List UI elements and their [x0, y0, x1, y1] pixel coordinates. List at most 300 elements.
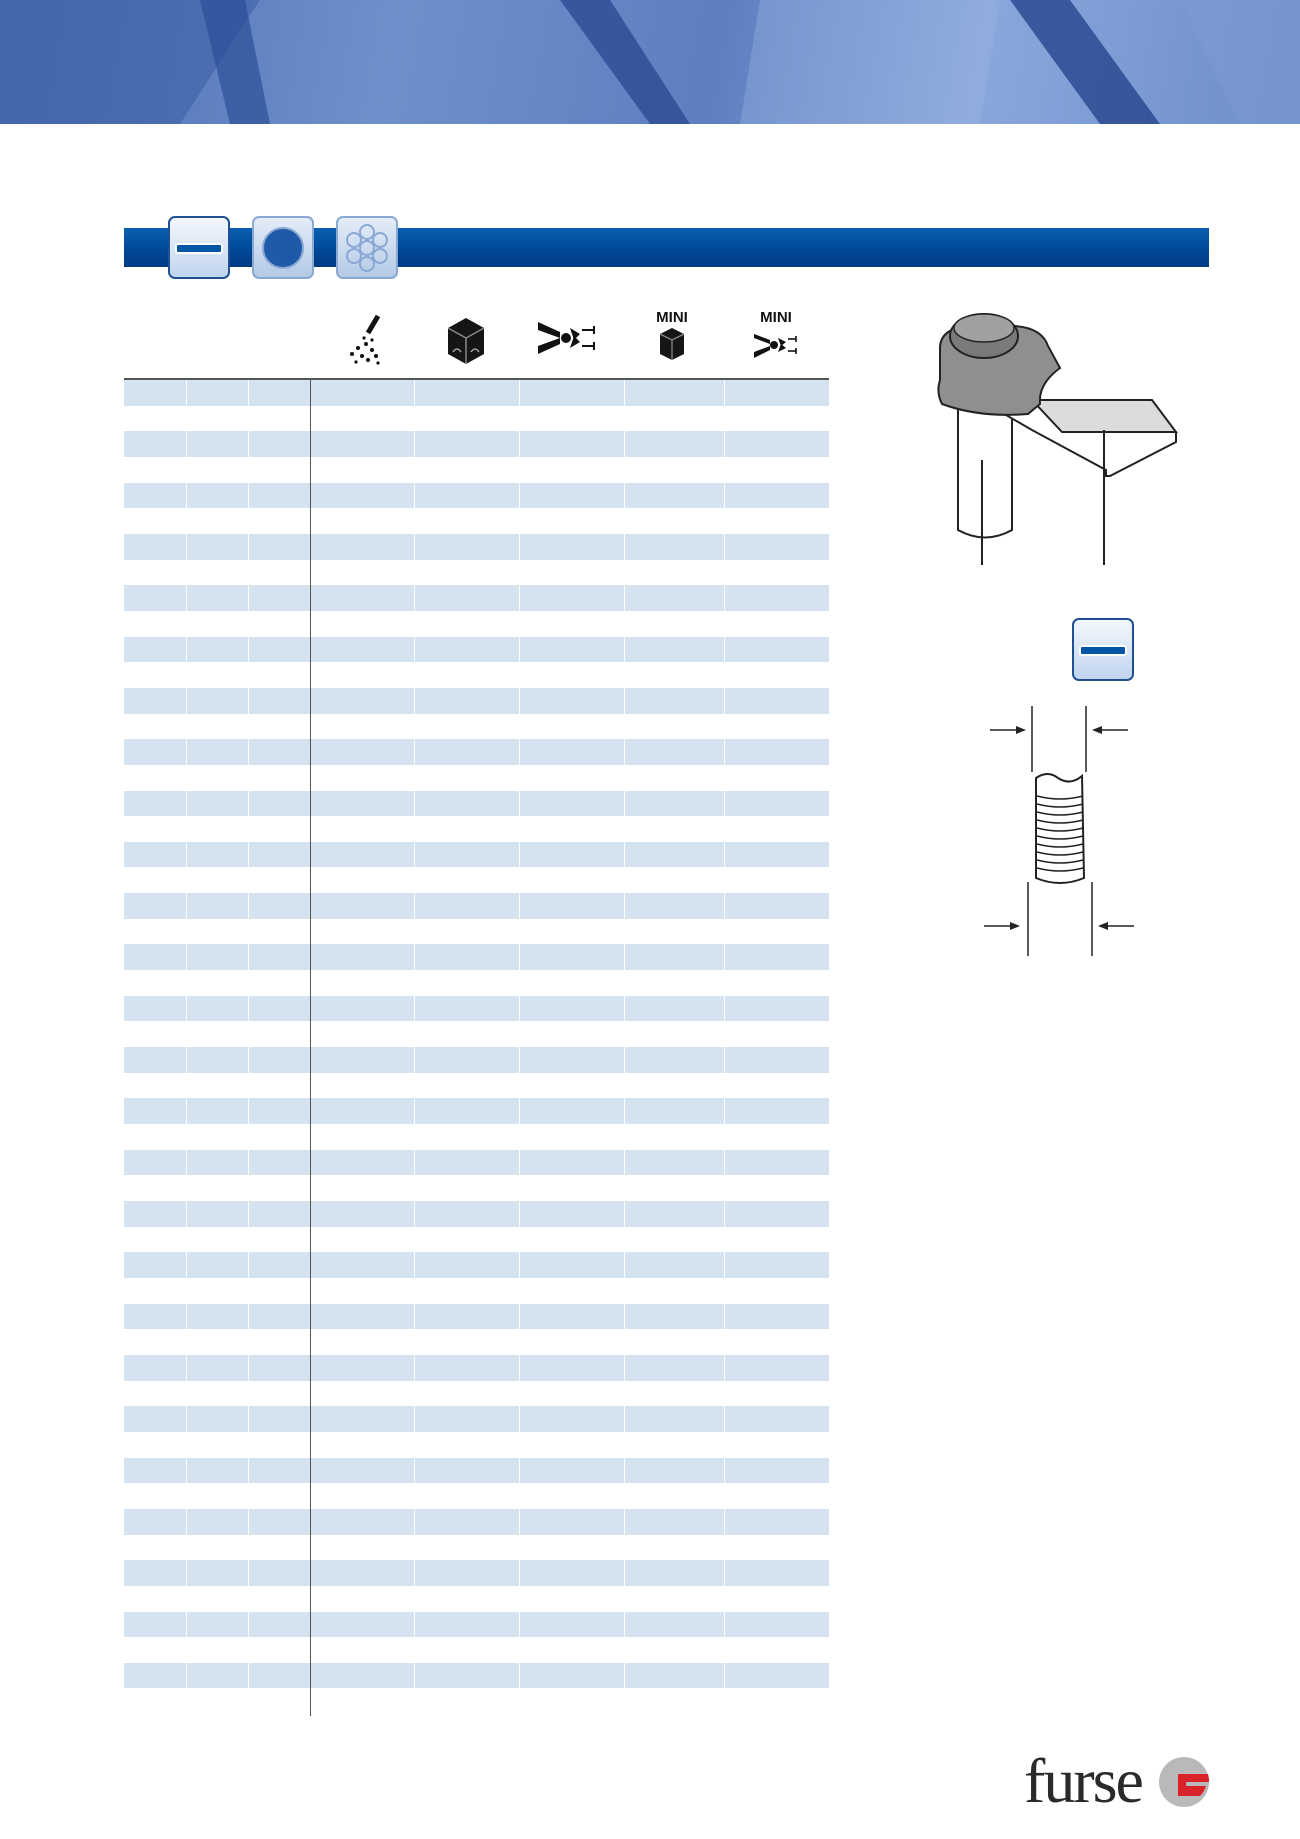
table-cell-divider: [519, 1201, 520, 1227]
table-cell-divider: [724, 1612, 725, 1638]
table-cell-divider: [414, 1252, 415, 1278]
header-banner: [0, 0, 1300, 124]
table-cell-divider: [724, 1201, 725, 1227]
table-cell-divider: [519, 1432, 520, 1458]
table-row: [124, 1047, 829, 1073]
table-cell-divider: [248, 637, 249, 663]
table-cell-divider: [724, 1381, 725, 1407]
table-cell-divider: [414, 1047, 415, 1073]
table-cell-divider: [414, 1098, 415, 1124]
table-cell-divider: [724, 1406, 725, 1432]
table-cell-divider: [186, 1586, 187, 1612]
table-cell-divider: [414, 1509, 415, 1535]
table-cell-divider: [519, 1458, 520, 1484]
table-column-divider: [310, 380, 311, 1716]
table-row: [124, 431, 829, 457]
table-cell-divider: [624, 816, 625, 842]
table-row: [124, 1535, 829, 1561]
table-cell-divider: [414, 1329, 415, 1355]
table-cell-divider: [724, 1355, 725, 1381]
table-cell-divider: [519, 1688, 520, 1714]
table-cell-divider: [519, 1047, 520, 1073]
table-cell-divider: [519, 1355, 520, 1381]
table-cell-divider: [248, 1073, 249, 1099]
table-cell-divider: [624, 1021, 625, 1047]
table-cell-divider: [414, 893, 415, 919]
table-cell-divider: [186, 919, 187, 945]
table-cell-divider: [186, 1021, 187, 1047]
table-row: [124, 816, 829, 842]
table-cell-divider: [414, 1381, 415, 1407]
table-cell-divider: [186, 1637, 187, 1663]
table-cell-divider: [186, 508, 187, 534]
table-cell-divider: [724, 637, 725, 663]
table-cell-divider: [248, 1355, 249, 1381]
table-cell-divider: [724, 1227, 725, 1253]
table-row: [124, 534, 829, 560]
table-cell-divider: [519, 637, 520, 663]
table-cell-divider: [248, 842, 249, 868]
table-cell-divider: [519, 585, 520, 611]
table-cell-divider: [248, 1329, 249, 1355]
table-cell-divider: [724, 534, 725, 560]
table-row: [124, 560, 829, 586]
table-cell-divider: [724, 893, 725, 919]
table-cell-divider: [186, 1227, 187, 1253]
table-row: [124, 739, 829, 765]
table-cell-divider: [519, 1560, 520, 1586]
table-cell-divider: [724, 1175, 725, 1201]
table-cell-divider: [724, 919, 725, 945]
table-cell-divider: [186, 406, 187, 432]
table-cell-divider: [248, 1381, 249, 1407]
table-cell-divider: [248, 508, 249, 534]
table-cell-divider: [624, 431, 625, 457]
table-cell-divider: [624, 483, 625, 509]
table-row: [124, 380, 829, 406]
table-cell-divider: [724, 765, 725, 791]
table-cell-divider: [724, 1688, 725, 1714]
flat-tape-conductor-icon: [170, 218, 232, 281]
table-cell-divider: [248, 714, 249, 740]
table-cell-divider: [724, 662, 725, 688]
table-cell-divider: [519, 508, 520, 534]
table-cell-divider: [248, 688, 249, 714]
table-cell-divider: [186, 1304, 187, 1330]
table-cell-divider: [624, 919, 625, 945]
table-cell-divider: [519, 791, 520, 817]
table-cell-divider: [519, 1021, 520, 1047]
table-row: [124, 1458, 829, 1484]
stranded-conductor-icon: [338, 218, 400, 281]
table-cell-divider: [186, 1612, 187, 1638]
table-cell-divider: [414, 1663, 415, 1689]
table-cell-divider: [186, 534, 187, 560]
table-cell-divider: [624, 944, 625, 970]
table-row: [124, 1406, 829, 1432]
table-row: [124, 1304, 829, 1330]
table-cell-divider: [624, 1252, 625, 1278]
furse-logo: [1024, 1746, 1214, 1816]
table-row: [124, 688, 829, 714]
table-row: [124, 867, 829, 893]
table-cell-divider: [248, 1406, 249, 1432]
table-row: [124, 1637, 829, 1663]
table-cell-divider: [519, 1304, 520, 1330]
table-cell-divider: [519, 1509, 520, 1535]
table-cell-divider: [414, 611, 415, 637]
table-row: [124, 1432, 829, 1458]
table-cell-divider: [186, 791, 187, 817]
table-cell-divider: [724, 1124, 725, 1150]
table-cell-divider: [414, 1458, 415, 1484]
table-row: [124, 406, 829, 432]
table-cell-divider: [624, 1278, 625, 1304]
table-cell-divider: [248, 893, 249, 919]
tab-round[interactable]: [252, 216, 314, 279]
table-row: [124, 1150, 829, 1176]
table-row: [124, 765, 829, 791]
col-icon-mini-mould: [632, 308, 712, 368]
table-cell-divider: [248, 867, 249, 893]
table-row: [124, 637, 829, 663]
table-cell-divider: [248, 1560, 249, 1586]
table-cell-divider: [186, 1535, 187, 1561]
table-cell-divider: [724, 1304, 725, 1330]
table-cell-divider: [186, 1432, 187, 1458]
table-row: [124, 1252, 829, 1278]
mini-handle-clamp-icon: [736, 308, 816, 368]
table-row: [124, 1098, 829, 1124]
table-cell-divider: [186, 1150, 187, 1176]
table-cell-divider: [414, 1201, 415, 1227]
table-cell-divider: [414, 637, 415, 663]
table-cell-divider: [414, 1227, 415, 1253]
table-cell-divider: [414, 765, 415, 791]
flat-tape-conductor-icon: [1074, 620, 1136, 683]
table-cell-divider: [624, 1098, 625, 1124]
table-cell-divider: [414, 1483, 415, 1509]
table-cell-divider: [519, 611, 520, 637]
table-cell-divider: [624, 1073, 625, 1099]
threaded-rod-drawing: [980, 700, 1140, 965]
table-cell-divider: [519, 560, 520, 586]
table-cell-divider: [414, 1355, 415, 1381]
table-row: [124, 1227, 829, 1253]
table-cell-divider: [624, 1175, 625, 1201]
table-cell-divider: [248, 1047, 249, 1073]
table-cell-divider: [186, 483, 187, 509]
table-cell-divider: [519, 406, 520, 432]
table-cell-divider: [248, 1535, 249, 1561]
mini-label: MINI: [656, 309, 688, 326]
table-cell-divider: [519, 970, 520, 996]
table-cell-divider: [248, 1483, 249, 1509]
table-cell-divider: [414, 1612, 415, 1638]
table-cell-divider: [186, 765, 187, 791]
table-cell-divider: [519, 739, 520, 765]
table-cell-divider: [414, 1432, 415, 1458]
table-row: [124, 662, 829, 688]
table-cell-divider: [186, 1663, 187, 1689]
round-conductor-icon: [254, 218, 316, 281]
table-cell-divider: [519, 688, 520, 714]
table-cell-divider: [186, 1329, 187, 1355]
table-cell-divider: [519, 431, 520, 457]
table-cell-divider: [724, 611, 725, 637]
table-row: [124, 1073, 829, 1099]
table-cell-divider: [186, 431, 187, 457]
table-cell-divider: [414, 508, 415, 534]
table-cell-divider: [624, 842, 625, 868]
table-cell-divider: [186, 867, 187, 893]
table-cell-divider: [624, 508, 625, 534]
table-cell-divider: [414, 1175, 415, 1201]
table-cell-divider: [624, 1150, 625, 1176]
table-cell-divider: [724, 1535, 725, 1561]
table-cell-divider: [624, 611, 625, 637]
table-cell-divider: [724, 380, 725, 406]
table-cell-divider: [414, 1124, 415, 1150]
table-cell-divider: [248, 1124, 249, 1150]
table-cell-divider: [519, 1663, 520, 1689]
table-cell-divider: [414, 714, 415, 740]
table-row: [124, 944, 829, 970]
table-cell-divider: [724, 457, 725, 483]
table-cell-divider: [624, 560, 625, 586]
table-cell-divider: [724, 585, 725, 611]
table-row: [124, 1355, 829, 1381]
table-cell-divider: [186, 1355, 187, 1381]
table-cell-divider: [248, 1688, 249, 1714]
mini-mould-block-icon: [632, 308, 712, 368]
table-cell-divider: [624, 380, 625, 406]
table-cell-divider: [186, 970, 187, 996]
table-cell-divider: [248, 816, 249, 842]
table-cell-divider: [414, 406, 415, 432]
table-cell-divider: [724, 1252, 725, 1278]
table-cell-divider: [724, 1047, 725, 1073]
table-cell-divider: [724, 944, 725, 970]
table-cell-divider: [624, 970, 625, 996]
table-cell-divider: [624, 867, 625, 893]
table-cell-divider: [519, 1175, 520, 1201]
table-cell-divider: [248, 1612, 249, 1638]
table-cell-divider: [624, 688, 625, 714]
table-cell-divider: [519, 1252, 520, 1278]
table-cell-divider: [414, 816, 415, 842]
table-cell-divider: [624, 1637, 625, 1663]
table-cell-divider: [724, 996, 725, 1022]
table-row: [124, 919, 829, 945]
table-cell-divider: [624, 1432, 625, 1458]
table-cell-divider: [186, 842, 187, 868]
table-cell-divider: [186, 1560, 187, 1586]
col-icon-powder: [328, 308, 408, 368]
table-row: [124, 1663, 829, 1689]
table-cell-divider: [414, 431, 415, 457]
table-cell-divider: [724, 1483, 725, 1509]
table-cell-divider: [519, 944, 520, 970]
tab-stranded[interactable]: [336, 216, 398, 279]
table-cell-divider: [624, 1201, 625, 1227]
table-cell-divider: [186, 662, 187, 688]
table-cell-divider: [624, 1688, 625, 1714]
table-cell-divider: [414, 842, 415, 868]
table-row: [124, 585, 829, 611]
table-row: [124, 893, 829, 919]
table-cell-divider: [248, 483, 249, 509]
table-cell-divider: [724, 867, 725, 893]
table-row: [124, 1560, 829, 1586]
table-cell-divider: [186, 1201, 187, 1227]
table-cell-divider: [186, 714, 187, 740]
table-cell-divider: [519, 816, 520, 842]
table-cell-divider: [248, 1663, 249, 1689]
table-cell-divider: [414, 585, 415, 611]
connector-illustration: [920, 300, 1190, 585]
table-cell-divider: [186, 816, 187, 842]
furse-logo-mark-icon: [1158, 1756, 1210, 1808]
table-cell-divider: [414, 1406, 415, 1432]
table-cell-divider: [724, 816, 725, 842]
col-icon-mould: [426, 308, 506, 368]
logo-text: furse: [1024, 1745, 1142, 1816]
table-cell-divider: [724, 560, 725, 586]
table-cell-divider: [186, 1175, 187, 1201]
table-cell-divider: [248, 1252, 249, 1278]
table-cell-divider: [624, 791, 625, 817]
table-cell-divider: [186, 380, 187, 406]
table-row: [124, 1586, 829, 1612]
table-cell-divider: [248, 560, 249, 586]
table-cell-divider: [724, 1637, 725, 1663]
mini-label: MINI: [760, 309, 792, 326]
table-cell-divider: [519, 457, 520, 483]
table-cell-divider: [248, 944, 249, 970]
table-cell-divider: [624, 996, 625, 1022]
table-cell-divider: [624, 637, 625, 663]
table-cell-divider: [519, 1124, 520, 1150]
table-cell-divider: [519, 919, 520, 945]
table-cell-divider: [414, 1304, 415, 1330]
table-cell-divider: [186, 1483, 187, 1509]
table-cell-divider: [519, 867, 520, 893]
table-cell-divider: [248, 406, 249, 432]
table-cell-divider: [248, 1509, 249, 1535]
table-cell-divider: [248, 1175, 249, 1201]
table-cell-divider: [414, 1073, 415, 1099]
table-cell-divider: [624, 1560, 625, 1586]
table-cell-divider: [248, 1150, 249, 1176]
table-cell-divider: [519, 1381, 520, 1407]
table-cell-divider: [248, 996, 249, 1022]
table-cell-divider: [624, 739, 625, 765]
table-cell-divider: [248, 1021, 249, 1047]
table-cell-divider: [186, 1073, 187, 1099]
table-cell-divider: [519, 1150, 520, 1176]
table-cell-divider: [414, 1150, 415, 1176]
table-cell-divider: [414, 1278, 415, 1304]
table-row: [124, 791, 829, 817]
table-cell-divider: [248, 534, 249, 560]
table-cell-divider: [724, 1329, 725, 1355]
table-cell-divider: [248, 457, 249, 483]
table-cell-divider: [414, 919, 415, 945]
table-cell-divider: [186, 996, 187, 1022]
table-cell-divider: [519, 1612, 520, 1638]
table-cell-divider: [724, 1509, 725, 1535]
table-cell-divider: [248, 585, 249, 611]
table-cell-divider: [186, 1252, 187, 1278]
table-cell-divider: [519, 483, 520, 509]
table-cell-divider: [186, 688, 187, 714]
table-row: [124, 1381, 829, 1407]
table-cell-divider: [248, 1098, 249, 1124]
table-cell-divider: [724, 1098, 725, 1124]
table-cell-divider: [248, 662, 249, 688]
table-cell-divider: [624, 1047, 625, 1073]
product-table: [124, 380, 829, 1714]
table-cell-divider: [186, 1688, 187, 1714]
table-cell-divider: [519, 1073, 520, 1099]
table-cell-divider: [414, 1560, 415, 1586]
table-cell-divider: [414, 867, 415, 893]
table-cell-divider: [248, 739, 249, 765]
powder-welding-icon: [328, 308, 408, 368]
table-cell-divider: [519, 1535, 520, 1561]
table-row: [124, 457, 829, 483]
table-cell-divider: [624, 1406, 625, 1432]
table-cell-divider: [248, 1586, 249, 1612]
table-cell-divider: [186, 611, 187, 637]
table-cell-divider: [248, 431, 249, 457]
table-cell-divider: [414, 970, 415, 996]
table-cell-divider: [519, 765, 520, 791]
table-row: [124, 1509, 829, 1535]
table-cell-divider: [624, 1304, 625, 1330]
table-cell-divider: [724, 508, 725, 534]
table-cell-divider: [624, 1663, 625, 1689]
table-row: [124, 1329, 829, 1355]
table-cell-divider: [248, 1432, 249, 1458]
table-cell-divider: [724, 1150, 725, 1176]
table-row: [124, 1021, 829, 1047]
table-cell-divider: [724, 1560, 725, 1586]
connector-drawing: [920, 300, 1190, 580]
table-cell-divider: [624, 1381, 625, 1407]
table-row: [124, 1688, 829, 1714]
table-cell-divider: [724, 970, 725, 996]
table-cell-divider: [414, 944, 415, 970]
table-cell-divider: [624, 1329, 625, 1355]
table-cell-divider: [724, 1432, 725, 1458]
table-cell-divider: [624, 1509, 625, 1535]
handle-clamp-icon: [530, 308, 610, 368]
table-cell-divider: [414, 739, 415, 765]
tab-flat-tape[interactable]: [168, 216, 230, 279]
table-cell-divider: [248, 791, 249, 817]
table-cell-divider: [414, 1021, 415, 1047]
table-cell-divider: [186, 457, 187, 483]
table-cell-divider: [724, 1021, 725, 1047]
table-cell-divider: [519, 380, 520, 406]
table-cell-divider: [248, 380, 249, 406]
table-cell-divider: [186, 637, 187, 663]
table-cell-divider: [186, 893, 187, 919]
table-cell-divider: [519, 893, 520, 919]
table-cell-divider: [414, 560, 415, 586]
